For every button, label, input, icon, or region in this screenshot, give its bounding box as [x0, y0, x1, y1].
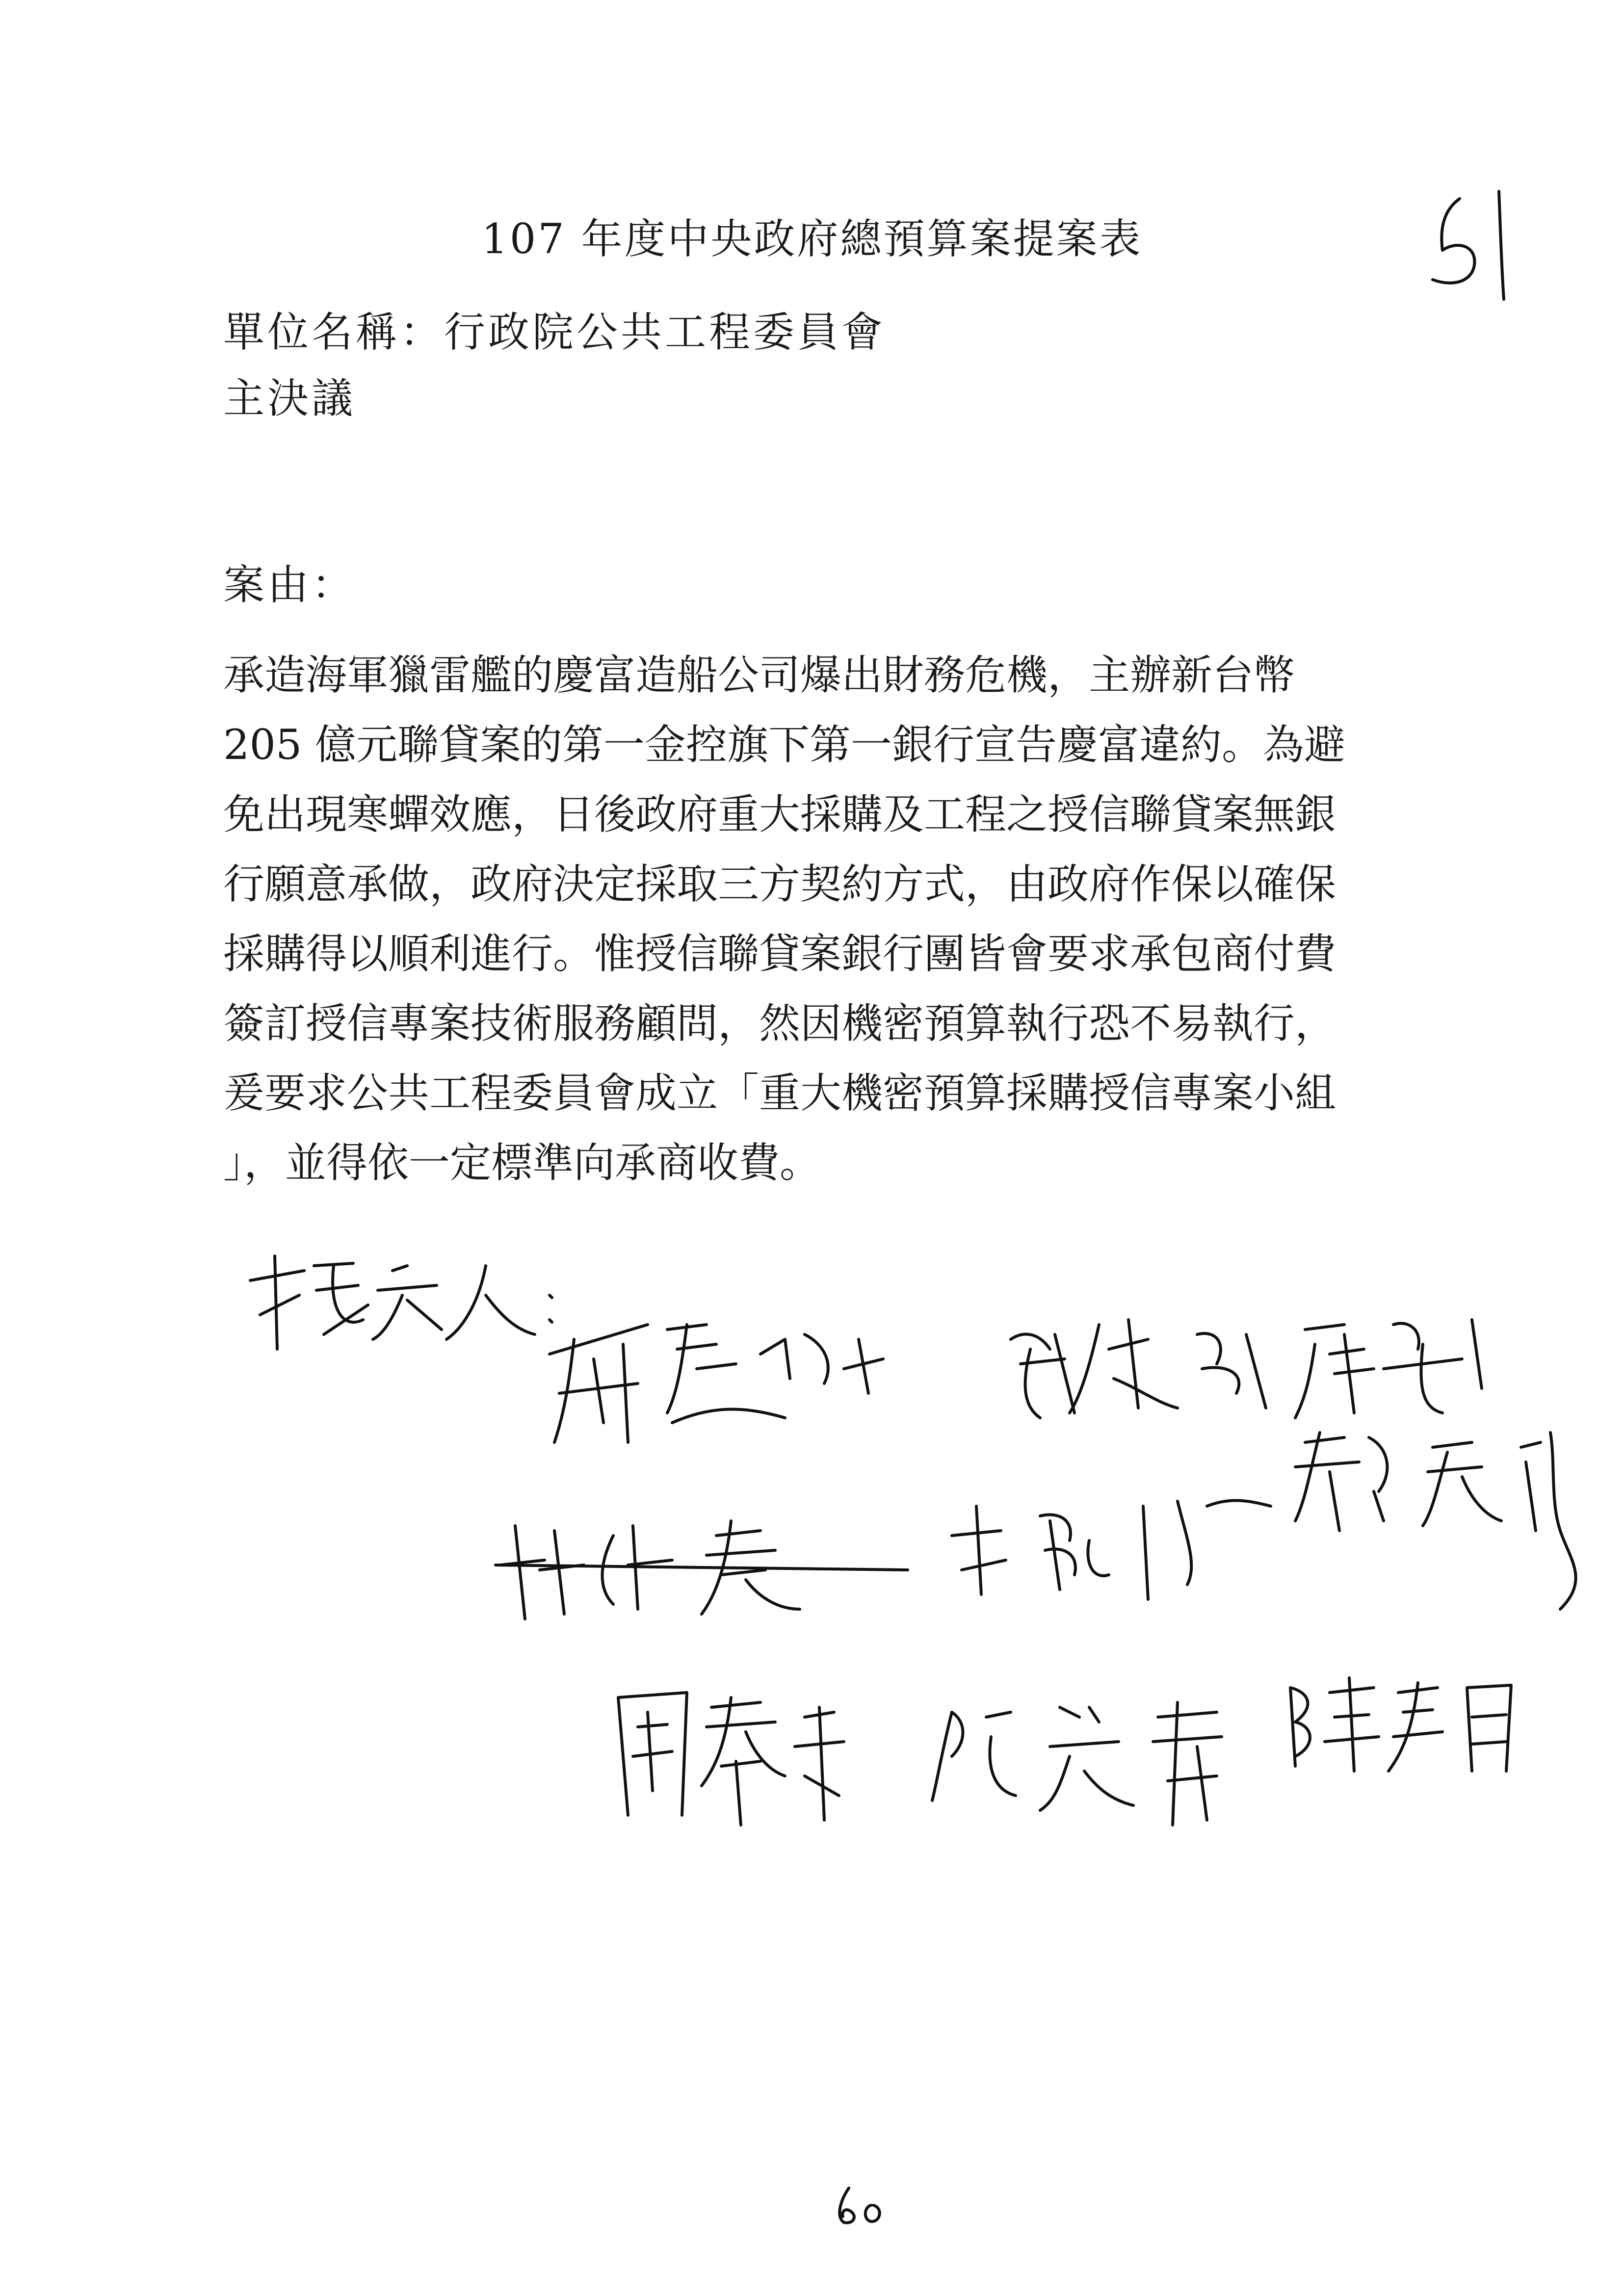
- handwritten-signature: [932, 1462, 1285, 1619]
- handwritten-page-number: [829, 2178, 898, 2232]
- handwritten-signature: [1276, 1658, 1531, 1786]
- body-line: 免出現寒蟬效應，日後政府重大採購及工程之授信聯貸案無銀: [223, 790, 1336, 838]
- body-line: 」，並得依一定標準向承商收費。: [223, 1139, 821, 1187]
- body-line: 採購得以順利進行。惟授信聯貸案銀行團皆會要求承包商付費: [223, 930, 1336, 978]
- handwritten-proposer-label: [231, 1236, 574, 1364]
- reason-body: [223, 640, 1420, 1198]
- body-line: 承造海軍獵雷艦的慶富造船公司爆出財務危機，主辦新台幣: [223, 651, 1295, 699]
- handwritten-signature: [1276, 1403, 1599, 1629]
- resolution-type: 主決議: [223, 374, 356, 422]
- reason-label: 案由：: [223, 561, 356, 609]
- handwritten-signature: [530, 1295, 932, 1452]
- body-line: 爰要求公共工程委員會成立「重大機密預算採購授信專案小組: [223, 1069, 1336, 1117]
- document-title: 107 年度中央政府總預算案提案表: [481, 215, 1143, 263]
- handwritten-signature: [599, 1668, 854, 1835]
- body-line: 簽訂授信專案技術服務顧問，然因機密預算執行恐不易執行，: [223, 999, 1336, 1047]
- body-line: 205 億元聯貸案的第一金控旗下第一銀行宣告慶富違約。為避: [223, 721, 1346, 769]
- handwritten-signature: [486, 1491, 917, 1639]
- unit-name-line: 單位名稱：行政院公共工程委員會: [223, 308, 886, 356]
- handwritten-signature: [922, 1673, 1266, 1840]
- body-line: 行願意承做，政府決定採取三方契約方式，由政府作保以確保: [223, 860, 1336, 908]
